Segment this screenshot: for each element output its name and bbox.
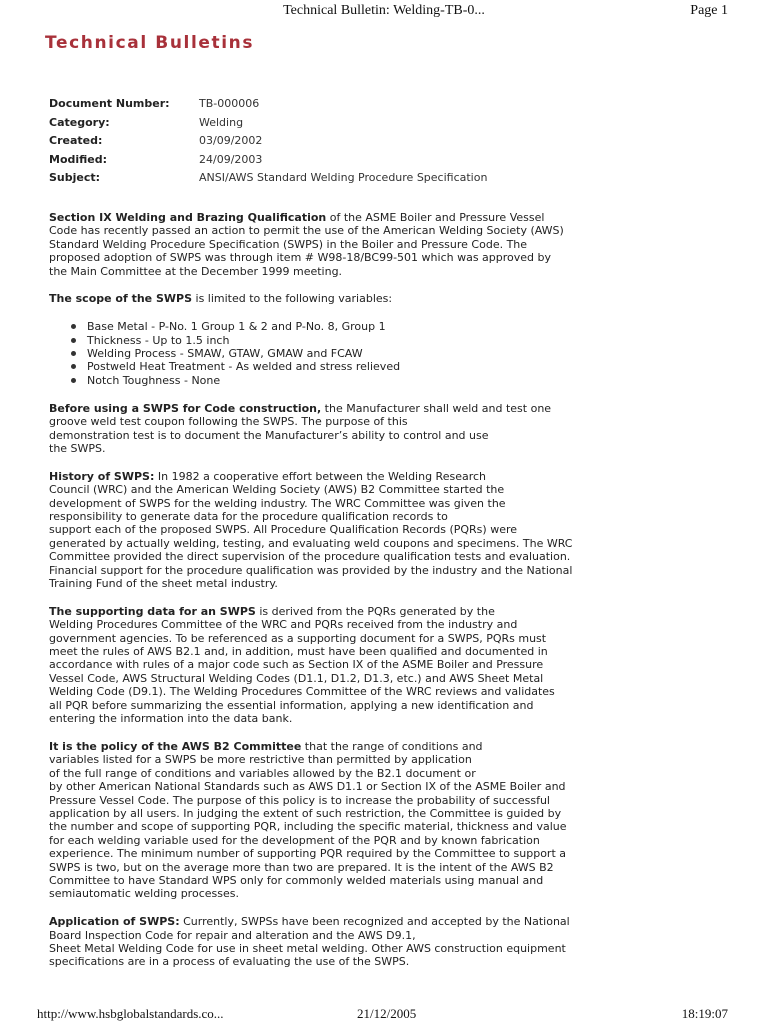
text-line: for each welding variable used for the development of the PQR and by known fabrication (49, 833, 540, 847)
meta-row-modified (49, 151, 487, 170)
print-header (0, 0, 768, 24)
print-header-title: Technical Bulletin: Welding-TB-0... (283, 3, 485, 18)
list-item-text: Base Metal - P-No. 1 Group 1 & 2 and P-No. 8, Group 1 (87, 320, 386, 334)
text-line: In 1982 a cooperative effort between the Welding Research (154, 469, 487, 483)
print-footer-url: http://www.hsbglobalstandards.co... (37, 1006, 224, 1021)
scope-variables-list (49, 320, 609, 387)
bulletin-body (49, 211, 609, 983)
print-footer-time: 18:19:07 (681, 1006, 728, 1021)
meta-value: 03/09/2002 (199, 134, 263, 148)
text-line: groove weld test coupon following the SWPS. The purpose of this (49, 415, 408, 429)
text-line: Board Inspection Code for repair and alteration and the AWS D9.1, (49, 928, 416, 942)
text-line: Code has recently passed an action to permit the use of the American Welding Society (AWS) (49, 224, 564, 238)
list-item (87, 374, 609, 387)
text-line: Welding Procedures Committee of the WRC and PQRs received from the industry and (49, 618, 518, 632)
text-line: Pressure Vessel Code. The purpose of this policy is to increase the probability of successful (49, 793, 550, 807)
list-item-text: Postweld Heat Treatment - As welded and stress relieved (87, 360, 401, 374)
text-line: meet the rules of AWS B2.1 and, in addition, must have been qualified and documented in (49, 645, 548, 659)
paragraph-lead: Section IX Welding and Brazing Qualification (49, 211, 327, 224)
text-line: of the ASME Boiler and Pressure Vessel (326, 211, 545, 224)
meta-value: 24/09/2003 (199, 152, 263, 166)
text-line: is limited to the following variables: (192, 292, 393, 306)
meta-value: ANSI/AWS Standard Welding Procedure Specification (199, 171, 488, 185)
paragraph-history (49, 470, 609, 591)
paragraph-lead: The scope of the SWPS (49, 292, 193, 306)
list-item (87, 320, 609, 333)
text-line: the Manufacturer shall weld and test one (321, 401, 552, 415)
text-line: accordance with rules of a major code such as Section IX of the ASME Boiler and Pressure (49, 658, 544, 672)
text-line: the Main Committee at the December 1999 meeting. (49, 264, 343, 278)
text-line: entering the information into the data bank. (49, 712, 293, 726)
print-footer-date: 21/12/2005 (357, 1006, 417, 1021)
meta-row-category (49, 114, 487, 133)
text-line: semiautomatic welding processes. (49, 887, 239, 901)
text-line: application by all users. In judging the extent of such restriction, the Committee is guided by (49, 806, 562, 820)
text-line: Council (WRC) and the American Welding Society (AWS) B2 Committee started the (49, 483, 505, 497)
text-line: Training Fund of the sheet metal industry. (49, 577, 278, 591)
paragraph-lead: It is the policy of the AWS B2 Committee (49, 739, 302, 753)
text-line: proposed adoption of SWPS was through item # W98-18/BC99-501 which was approved by (49, 251, 552, 265)
text-line: Committee provided the direct supervision of the procedure qualification tests and evaluation. (49, 550, 571, 564)
text-line: Sheet Metal Welding Code for use in sheet metal welding. Other AWS construction equipment (49, 941, 566, 955)
text-line: experience. The minimum number of supporting PQR required by the Committee to support a (49, 847, 566, 861)
meta-label: Category: (49, 115, 110, 129)
bullet-icon (71, 364, 76, 369)
text-line: demonstration test is to document the Manufacturer’s ability to control and use (49, 428, 489, 442)
text-line: variables listed for a SWPS be more restrictive than permitted by application (49, 753, 472, 767)
paragraph-supporting-data (49, 605, 609, 726)
paragraph-before-using (49, 402, 609, 456)
text-line: SWPS is two, but on the average more than two are prepared. It is the intent of the AWS B2 (49, 860, 554, 874)
meta-value: Welding (199, 115, 244, 129)
paragraph-lead: The supporting data for an SWPS (49, 604, 256, 618)
document-metadata (49, 95, 487, 188)
paragraph-lead: History of SWPS: (49, 469, 155, 483)
list-item-text: Thickness - Up to 1.5 inch (87, 333, 230, 347)
paragraph-lead: Before using a SWPS for Code construction, (49, 401, 322, 415)
text-line: Currently, SWPSs have been recognized and accepted by the National (179, 915, 570, 929)
meta-label: Modified: (49, 152, 108, 166)
paragraph-policy (49, 740, 609, 901)
list-item (87, 334, 609, 347)
bullet-icon (71, 378, 76, 383)
paragraph-application (49, 915, 609, 969)
text-line: Vessel Code, AWS Structural Welding Codes (D1.1, D1.2, D1.3, etc.) and AWS Sheet Metal (49, 671, 544, 685)
paragraph-section-ix (49, 211, 609, 278)
text-line: is derived from the PQRs generated by the (255, 604, 495, 618)
text-line: Standard Welding Procedure Specification (SWPS) in the Boiler and Pressure Code. The (49, 237, 528, 251)
text-line: responsibility to generate data for the procedure qualification records to (49, 510, 448, 523)
meta-label: Created: (49, 134, 103, 148)
meta-label: Subject: (49, 171, 101, 185)
text-line: all PQR before summarizing the essential information, applying a new identification and (49, 698, 534, 712)
paragraph-lead: Application of SWPS: (49, 915, 180, 929)
text-line: generated by actually welding, testing, and evaluating weld coupons and specimens. The WRC (49, 536, 573, 550)
text-line: the number and scope of supporting PQR, including the specific material, thickness and value (49, 820, 567, 834)
text-line: Committee to have Standard WPS only for commonly welded materials using manual and (49, 873, 544, 887)
text-line: support each of the proposed SWPS. All Procedure Qualification Records (PQRs) were (49, 523, 518, 537)
bullet-icon (71, 351, 76, 356)
bullet-icon (71, 338, 76, 343)
print-footer (0, 1004, 768, 1024)
meta-value: TB-000006 (199, 97, 260, 110)
meta-row-subject (49, 169, 487, 188)
text-line: development of SWPS for the welding industry. The WRC Committee was given the (49, 496, 506, 510)
list-item-text: Notch Toughness - None (87, 373, 221, 387)
text-line: the SWPS. (49, 441, 106, 455)
text-line: that the range of conditions and (301, 739, 483, 753)
text-line: Welding Code (D9.1). The Welding Procedures Committee of the WRC reviews and validates (49, 685, 555, 699)
text-line: by other American National Standards such as AWS D1.1 or Section IX of the ASME Boiler and (49, 780, 566, 794)
meta-label: Document Number: (49, 97, 170, 110)
text-line: of the full range of conditions and variables allowed by the B2.1 document or (49, 766, 476, 780)
bullet-icon (71, 324, 76, 329)
page-title: Technical Bulletins (45, 33, 255, 53)
text-line: government agencies. To be referenced as a supporting document for a SWPS, PQRs must (49, 631, 547, 645)
list-item (87, 360, 609, 373)
list-item-text: Welding Process - SMAW, GTAW, GMAW and FCAW (87, 347, 363, 360)
paragraph-scope (49, 292, 609, 305)
print-page-number: Page 1 (690, 3, 728, 18)
meta-row-document-number (49, 95, 487, 114)
text-line: Financial support for the procedure qualification was provided by the industry and the National (49, 563, 573, 577)
list-item (87, 347, 609, 360)
text-line: specifications are in a process of evaluating the use of the SWPS. (49, 955, 410, 969)
meta-row-created (49, 132, 487, 151)
